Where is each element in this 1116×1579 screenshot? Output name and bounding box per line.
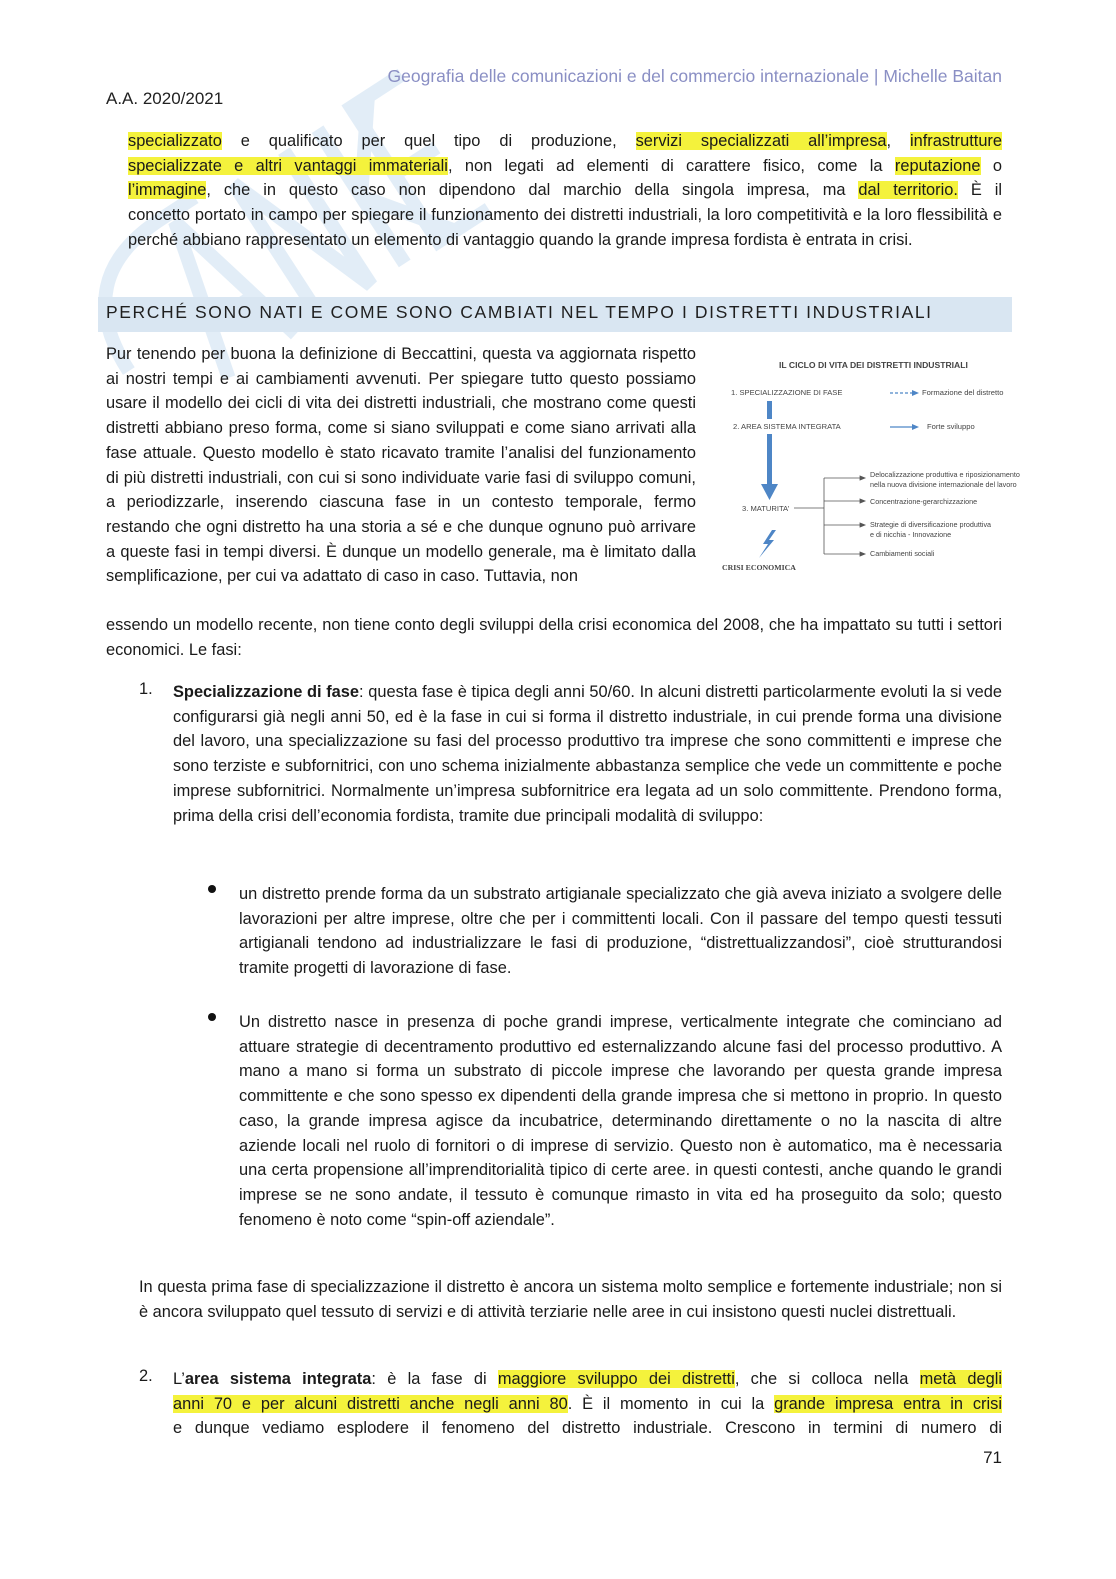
header-course-title: Geografia delle comunicazioni e del commercio internazionale | Michelle Baitan xyxy=(387,66,1002,86)
intro-paragraph xyxy=(128,129,1002,253)
list-item-1 xyxy=(173,680,1002,828)
intro-rest: concetto portato in campo per spiegare il funzionamento dei distretti industriali, la loro competitività e la loro flessibilità e perché abbiano rappresentato un elemento di vantaggio quando la grande impresa fordista è entrata in crisi. xyxy=(128,206,1002,249)
list-item-2-line-1-run-5-highlighted: metà degli xyxy=(919,1370,1002,1388)
list-item-2-line-1-run-2: : è la fase di xyxy=(371,1370,498,1388)
intro-line-3-run-1: , che in questo caso non dipendono dal marchio della singola impresa, ma xyxy=(206,181,859,200)
list-item-2-line-3: e dunque vediamo esplodere il fenomeno del distretto industriale. Crescono in termini di numero di xyxy=(173,1419,1002,1438)
intro-line-3-run-3: È il xyxy=(957,181,1003,200)
diagram-outcome-3b: e di nicchia - Innovazione xyxy=(870,530,952,539)
diagram-outcome-bracket xyxy=(794,476,865,556)
diagram-main-arrow xyxy=(761,401,778,500)
intro-line-3-run-2-highlighted: dal territorio. xyxy=(858,181,958,200)
list-number-1: 1. xyxy=(139,680,153,698)
diagram-stage-3: 3. MATURITA’ xyxy=(742,504,790,513)
intro-line-3 xyxy=(128,178,1002,203)
list-item-2-line-1 xyxy=(173,1367,1002,1392)
list-item-2-line-1-run-3-highlighted: maggiore sviluppo dei distretti xyxy=(497,1370,735,1388)
intro-line-2-run-0-highlighted: specializzate e altri vantaggi immateriali xyxy=(128,156,448,175)
body-paragraph-wrapped: Pur tenendo per buona la definizione di Beccattini, questa va aggiornata rispetto ai nostri tempi e ai cambiamenti avvenuti. Per spiegare tutto questo possiamo usare il modello dei cicli di vita dei distretti industriali, che mostrano come questi distretti abbiano preso forma, come si siano sviluppati e come siano arrivati alla fase attuale. Questo modello è stato ricavato tramite l’analisi del funzionamento di più distretti industriali, con cui si sono individuate varie fasi di sviluppo comuni, a periodizzarle, inserendo ciascuna fase in un contesto temporale, fermo restando che ogni distretto ha una storia a sé e che dunque ognuno può arrivare a queste fasi in tempi diversi. È dunque un modello generale, ma è limitato dalla semplificazione, per cui va adattato di caso in caso. Tuttavia, non xyxy=(106,345,696,586)
diagram-title: IL CICLO DI VITA DEI DISTRETTI INDUSTRIALI xyxy=(779,360,968,370)
list-item-2-line-1-run-0: L’ xyxy=(173,1370,185,1388)
intro-line-1-run-2-highlighted: servizi specializzati all’impresa xyxy=(635,132,887,150)
page-number: 71 xyxy=(983,1448,1002,1467)
intro-line-2-run-2-highlighted: reputazione xyxy=(894,156,981,175)
section-title: PERCHÉ SONO NATI E COME SONO CAMBIATI NEL TEMPO I DISTRETTI INDUSTRIALI xyxy=(106,302,933,322)
diagram-outcome-4: Cambiamenti sociali xyxy=(870,549,935,558)
intro-line-2-run-1: , non legati ad elementi di carattere fisico, come la xyxy=(447,156,895,175)
header-academic-year: A.A. 2020/2021 xyxy=(106,89,224,108)
intro-line-1-run-1: e qualificato per quel tipo di produzione, xyxy=(221,132,636,150)
diagram-outcome-3a: Strategie di diversificazione produttiva xyxy=(870,520,992,529)
summary-paragraph: In questa prima fase di specializzazione il distretto è ancora un sistema molto semplice e fortemente industriale; non si è ancora sviluppato quel tessuto di servizi e di attività terziarie nelle aree in cui insistono questi nuclei distrettuali. xyxy=(139,1278,1002,1321)
diagram-stage-1: 1. SPECIALIZZAZIONE DI FASE xyxy=(731,388,843,397)
intro-line-3-run-0-highlighted: l’immagine xyxy=(128,181,207,200)
intro-line-1-run-0-highlighted: specializzato xyxy=(128,132,222,150)
list-item-1-term: Specializzazione di fase xyxy=(173,683,360,701)
diagram-crisis-bolt-icon xyxy=(759,530,776,558)
list-item-2-line-1-run-1: area sistema integrata xyxy=(184,1370,372,1388)
list-item-2-line-2 xyxy=(173,1392,1002,1417)
diagram-outcome-1a: Delocalizzazione produttiva e riposizionamento xyxy=(870,470,1020,479)
diagram-result-arrows xyxy=(890,390,919,430)
list-item-2-line-2-run-2-highlighted: grande impresa entra in crisi xyxy=(774,1394,1002,1413)
diagram-crisis-label: CRISI ECONOMICA xyxy=(722,563,796,572)
bullet-dot-1 xyxy=(208,885,216,893)
bullet-item-1: un distretto prende forma da un substrato artigianale specializzato che già aveva iniziato a svolgere delle lavorazioni per altre imprese, oltre che per i committenti locali. Con il passare del tempo questi tessuti artigianali tendono ad industrializzare le fasi di produzione, “distrettualizzandosi”, cioè strutturandosi tramite progetti di lavorazione di fase. xyxy=(239,885,1002,978)
intro-line-1-run-4-highlighted: infrastrutture xyxy=(910,132,1003,150)
list-item-2-line-2-run-1: . È il momento in cui la xyxy=(567,1394,775,1413)
list-item-1-text: : questa fase è tipica degli anni 50/60. In alcuni distretti particolarmente evoluti la si vede configurarsi già negli anni 50, ed è la fase in cui si forma il distretto industriale, in cui prende forma una divisione del lavoro, una specializzazione su fasi del processo produttivo tra imprese che sono committenti e imprese che sono terziste e subfornitrici, con uno schema inizialmente abbastanza semplice che vede un committente e poche imprese subfornitrici. Normalmente un’impresa subfornitrice era legata ad un solo committente. Prendono forma, prima della crisi dell’economia fordista, tramite due principali modalità di sviluppo: xyxy=(173,683,1003,825)
list-item-2 xyxy=(173,1367,1002,1441)
diagram-stage-2-result: Forte sviluppo xyxy=(927,422,975,431)
intro-line-2-run-3: o xyxy=(980,156,1003,175)
list-item-2-line-1-run-4: , che si colloca nella xyxy=(734,1370,920,1388)
diagram-outcome-2: Concentrazione-gerarchizzazione xyxy=(870,497,978,506)
intro-line-1 xyxy=(128,129,1002,154)
bullet-item-2: Un distretto nasce in presenza di poche grandi imprese, verticalmente integrate che cominciano ad attuare strategie di decentramento produttivo ed esternalizzando alcune fasi del processo produttivo. A mano a mano si forma un substrato di piccole imprese che lavorando per questa grande impresa committente e che sono spesso ex dipendenti della grande impresa che si mettono in proprio. In questo caso, la grande impresa agisce da incubatrice, determinando direttamente o no la nascita di altre aziende locali nel ruolo di fornitori o di imprese di servizio. Questo non è automatico, ma è necessaria una certa propensione all’imprenditorialità tipico di certe aree. in questi contesti, anche quando le grandi imprese se ne sono andate, il tessuto è comunque rimasto in vita ed ha proseguito da solo; questo fenomeno è noto come “spin-off aziendale”. xyxy=(239,1013,1002,1229)
body-paragraph-full: essendo un modello recente, non tiene conto degli sviluppi della crisi economica del 2008, che ha impattato su tutti i settori economici. Le fasi: xyxy=(106,616,1002,659)
intro-line-2 xyxy=(128,154,1002,179)
life-cycle-diagram xyxy=(712,348,1052,588)
diagram-stage-2: 2. AREA SISTEMA INTEGRATA xyxy=(733,422,841,431)
intro-line-1-run-3: , xyxy=(886,132,910,150)
list-number-2: 2. xyxy=(139,1367,153,1385)
bullet-dot-2 xyxy=(208,1013,216,1021)
list-item-2-line-2-run-0-highlighted: anni 70 e per alcuni distretti anche negli anni 80 xyxy=(173,1394,568,1413)
diagram-stage-1-result: Formazione del distretto xyxy=(922,388,1004,397)
diagram-outcome-1b: nella nuova divisione internazionale del lavoro xyxy=(870,480,1017,489)
